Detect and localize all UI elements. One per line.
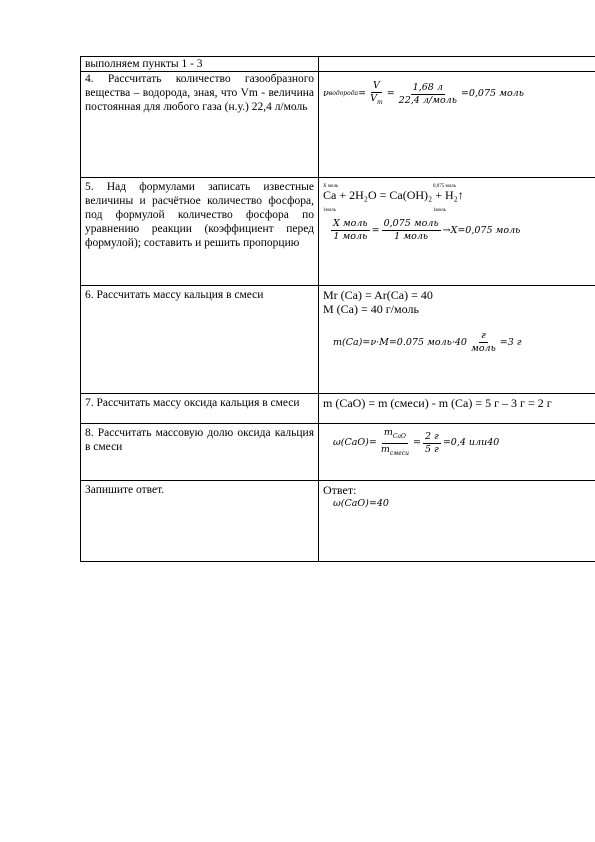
- step-solution: [319, 286, 595, 394]
- proportion-formula: $\frac{\text{X моль}}{\text{1 моль}}$ = $\frac{\text{0,075 моль}}{\text{1 моль}}$ →X=0,075 моль: [333, 218, 521, 242]
- hydrogen-amount-formula: ν водорода = $\frac{V}{V_m}$ = $\frac{1,68 л}{\text{22,4 л/моль}}$ =0,075 моль: [323, 80, 524, 106]
- table-row: [81, 286, 595, 394]
- table-row: [81, 481, 595, 562]
- answer-value: ω(CaO)=40: [333, 498, 389, 509]
- step-instruction: 8. Рассчитать массовую долю оксида кальция в смеси: [81, 424, 319, 481]
- step-instruction: Запишите ответ.: [81, 481, 319, 562]
- calcium-mass-formula: m(Ca)=ν·M=0.075 моль·40 $\frac{г}{\text{моль}}$ =3 г: [333, 330, 522, 354]
- molar-mass-line: M (Ca) = 40 г/моль: [323, 302, 419, 316]
- table-row: [81, 424, 595, 481]
- table-row: [81, 57, 595, 72]
- step-solution: [319, 72, 595, 178]
- molar-mass-line: Mr (Ca) = Ar(Ca) = 40: [323, 288, 433, 302]
- step-solution: [319, 481, 595, 562]
- step-instruction: 7. Рассчитать массу оксида кальция в смеси: [81, 394, 319, 424]
- step-solution: [319, 57, 595, 72]
- step-instruction: 5. Над формулами записать известные величины и расчётное количество фосфора, под формулой количество фосфора по уравнению реакции (коэффициент перед формулой); составить и решить пропорцию: [81, 178, 319, 286]
- step-solution: [319, 424, 595, 481]
- coefficient-label: 1моль: [323, 208, 336, 213]
- mass-fraction-formula: ω(CaO)= $\frac{m_{CaO}}{m_{смеси}}$ = $\frac{2 г}{5 г}$ =0,4 или40: [333, 427, 500, 457]
- hydrogen-amount-label: 0,075 моль: [433, 184, 456, 189]
- coefficient-label: 1моль: [433, 208, 446, 213]
- table-row: [81, 72, 595, 178]
- reaction-equation: [323, 180, 595, 214]
- step-instruction: 6. Рассчитать массу кальция в смеси: [81, 286, 319, 394]
- step-instruction: выполняем пункты 1 - 3: [81, 57, 319, 72]
- solution-steps-table: [80, 56, 595, 562]
- answer-label: Ответ:: [323, 483, 357, 497]
- step-solution: [319, 178, 595, 286]
- step-solution: m (CaO) = m (смеси) - m (Ca) = 5 г – 3 г = 2 г: [319, 394, 595, 424]
- table-row: [81, 394, 595, 424]
- known-amount-label: X моль: [323, 184, 339, 189]
- reaction-formula: Ca + 2H₂O = Ca(OH)₂ + H₂↑: [323, 188, 464, 202]
- table-row: [81, 178, 595, 286]
- step-instruction: 4. Рассчитать количество газообразного вещества – водорода, зная, что Vm - величина постоянная для любого газа (н.у.) 22,4 л/моль: [81, 72, 319, 178]
